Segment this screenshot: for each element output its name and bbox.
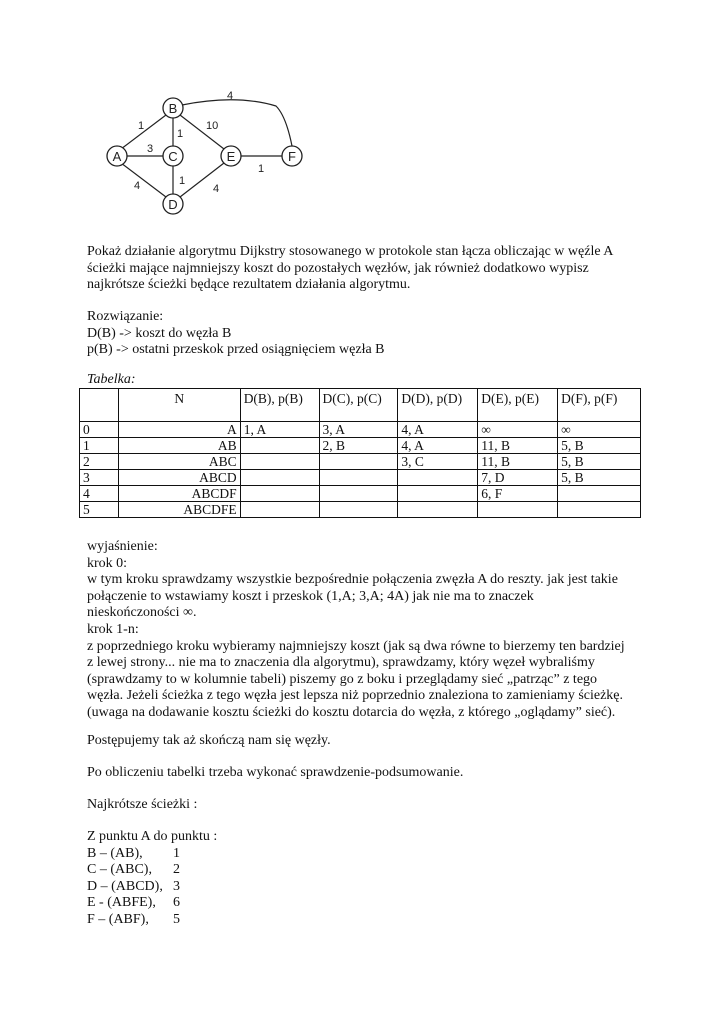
cell-dd <box>398 486 478 502</box>
cell-n: ABCD <box>118 470 240 486</box>
explanation-block <box>87 539 625 722</box>
node-e <box>221 146 241 166</box>
paths-header: Z punktu A do punktu : <box>87 829 218 844</box>
proceed-text: Postępujemy tak aż skończą nam się węzły. <box>87 733 331 748</box>
task-paragraph <box>87 244 613 294</box>
solution-heading: Rozwiązanie: <box>87 309 164 324</box>
header-step <box>80 389 119 422</box>
weight-a-b: 1 <box>138 120 145 132</box>
node-a <box>107 146 127 166</box>
header-de: D(E), p(E) <box>478 389 558 422</box>
cell-dd: 4, A <box>398 422 478 438</box>
table-row <box>80 470 641 486</box>
cell-db <box>240 454 319 470</box>
task-line: Pokaż działanie algorytmu Dijkstry stosowanego w protokole stan łącza obliczając w węźle A <box>87 244 614 259</box>
cell-dc <box>319 502 398 518</box>
definition-line: p(B) -> ostatni przeskok przed osiągnięciem węzła B <box>87 342 385 358</box>
path-text: C – (ABC), <box>87 862 152 878</box>
dijkstra-table <box>79 388 641 518</box>
explanation-line: (sprawdzamy to w kolumnie tabeli) piszemy go z boku i przeglądamy sieć „patrząc” z tego <box>87 671 598 687</box>
cell-step: 4 <box>80 486 119 502</box>
explanation-line: nieskończoności ∞. <box>87 605 197 621</box>
cell-step: 2 <box>80 454 119 470</box>
cell-step: 3 <box>80 470 119 486</box>
node-b-label: B <box>168 101 178 116</box>
edge-a-d <box>121 163 166 197</box>
path-text: B – (AB), <box>87 845 143 861</box>
cell-step: 0 <box>80 422 119 438</box>
node-c <box>163 146 183 166</box>
table-row <box>80 438 641 454</box>
cell-step: 5 <box>80 502 119 518</box>
path-cost: 3 <box>173 878 180 894</box>
list-item <box>87 912 217 929</box>
weight-a-c: 3 <box>147 143 154 155</box>
cell-dc: 2, B <box>319 438 398 454</box>
list-item <box>87 862 217 879</box>
cell-n: ABCDFE <box>118 502 240 518</box>
edge-b-f <box>182 100 292 146</box>
path-cost: 5 <box>173 911 180 927</box>
cell-df <box>558 502 641 518</box>
shortest-paths-title: Najkrótsze ścieżki : <box>87 797 198 812</box>
cell-dc: 3, A <box>319 422 398 438</box>
node-c-label: C <box>168 149 178 164</box>
header-db: D(B), p(B) <box>240 389 319 422</box>
cell-de: 6, F <box>478 486 558 502</box>
node-f-label: F <box>288 149 296 164</box>
table-row <box>80 422 641 438</box>
explanation-line: (uwaga na dodawanie kosztu ścieżki do kosztu dotarcia do węzła, z którego „oglądamy” sieć). <box>87 704 616 720</box>
cell-n: ABC <box>118 454 240 470</box>
cell-df: ∞ <box>558 422 641 438</box>
cell-n: AB <box>118 438 240 454</box>
weight-b-e: 10 <box>206 120 219 132</box>
path-text: E - (ABFE), <box>87 895 156 911</box>
explanation-line: w tym kroku sprawdzamy wszystkie bezpośrednie połączenia zwęzła A do reszty. jak jest takie <box>87 572 618 588</box>
node-d <box>163 194 183 214</box>
cell-de <box>478 502 558 518</box>
cell-db <box>240 486 319 502</box>
table-header-row <box>80 389 641 422</box>
cell-dd <box>398 470 478 486</box>
weight-d-e: 4 <box>213 183 220 195</box>
solution-block <box>87 309 385 359</box>
cell-dc <box>319 470 398 486</box>
cell-dd <box>398 502 478 518</box>
cell-step: 1 <box>80 438 119 454</box>
node-e-label: E <box>226 149 236 164</box>
weight-a-d: 4 <box>134 180 141 192</box>
header-dd: D(D), p(D) <box>398 389 478 422</box>
weight-c-d: 1 <box>179 175 186 187</box>
cell-de: ∞ <box>478 422 558 438</box>
path-text: F – (ABF), <box>87 911 149 927</box>
weight-b-c: 1 <box>177 128 184 140</box>
header-dc: D(C), p(C) <box>319 389 398 422</box>
node-f <box>282 146 302 166</box>
explanation-line: krok 0: <box>87 555 128 571</box>
edge-weights <box>134 90 264 195</box>
cell-n: A <box>118 422 240 438</box>
explanation-line: z poprzedniego kroku wybieramy najmniejszy koszt (jak są dwa równe to bierzemy ten bardziej <box>87 638 625 654</box>
header-df: D(F), p(F) <box>558 389 641 422</box>
cell-db <box>240 470 319 486</box>
explanation-line: połączenie to wstawiamy koszt i przeskok (1,A; 3,A; 4A) jak nie ma to znaczek <box>87 588 534 604</box>
header-n: N <box>118 389 240 422</box>
cell-de: 11, B <box>478 454 558 470</box>
cell-dd: 3, C <box>398 454 478 470</box>
explanation-line: krok 1-n: <box>87 621 139 637</box>
table-caption: Tabelka: <box>87 372 136 387</box>
list-item <box>87 846 217 863</box>
cell-dc <box>319 454 398 470</box>
node-a-label: A <box>112 149 122 164</box>
cell-db: 1, A <box>240 422 319 438</box>
table-row <box>80 502 641 518</box>
node-b <box>163 98 183 118</box>
path-cost: 2 <box>173 862 180 878</box>
summary-note: Po obliczeniu tabelki trzeba wykonać sprawdzenie-podsumowanie. <box>87 765 464 780</box>
cell-df: 5, B <box>558 470 641 486</box>
definition-line: D(B) -> koszt do węzła B <box>87 325 232 341</box>
explanation-line: z lewej strony... nie ma to znaczenia dla algorytmu), sprawdzamy, który węzeł wybraliśmy <box>87 655 595 671</box>
cell-db <box>240 438 319 454</box>
paths-list <box>87 829 217 929</box>
list-item <box>87 879 217 896</box>
cell-dc <box>319 486 398 502</box>
cell-df: 5, B <box>558 438 641 454</box>
cell-de: 7, D <box>478 470 558 486</box>
cell-db <box>240 502 319 518</box>
cell-df <box>558 486 641 502</box>
cell-dd: 4, A <box>398 438 478 454</box>
path-cost: 6 <box>173 895 180 911</box>
path-text: D – (ABCD), <box>87 878 163 894</box>
path-cost: 1 <box>173 845 180 861</box>
task-line: najkrótsze ścieżki będące rezultatem działania algorytmu. <box>87 277 411 293</box>
table-row <box>80 454 641 470</box>
node-d-label: D <box>168 197 178 212</box>
cell-df: 5, B <box>558 454 641 470</box>
weight-b-f: 4 <box>227 90 234 102</box>
explanation-line: wyjaśnienie: <box>87 539 158 554</box>
explanation-line: węzła. Jeżeli ścieżka z tego węzła jest lepsza niż poprzednio znaleziona to zamieniamy ścieżkę. <box>87 688 624 704</box>
weight-e-f: 1 <box>258 163 265 175</box>
network-graph <box>96 86 316 226</box>
cell-n: ABCDF <box>118 486 240 502</box>
task-line: ścieżki mające najmniejszy koszt do pozostałych węzłów, jak również dodatkowo wypisz <box>87 260 589 276</box>
list-item <box>87 895 217 912</box>
table-row <box>80 486 641 502</box>
cell-de: 11, B <box>478 438 558 454</box>
